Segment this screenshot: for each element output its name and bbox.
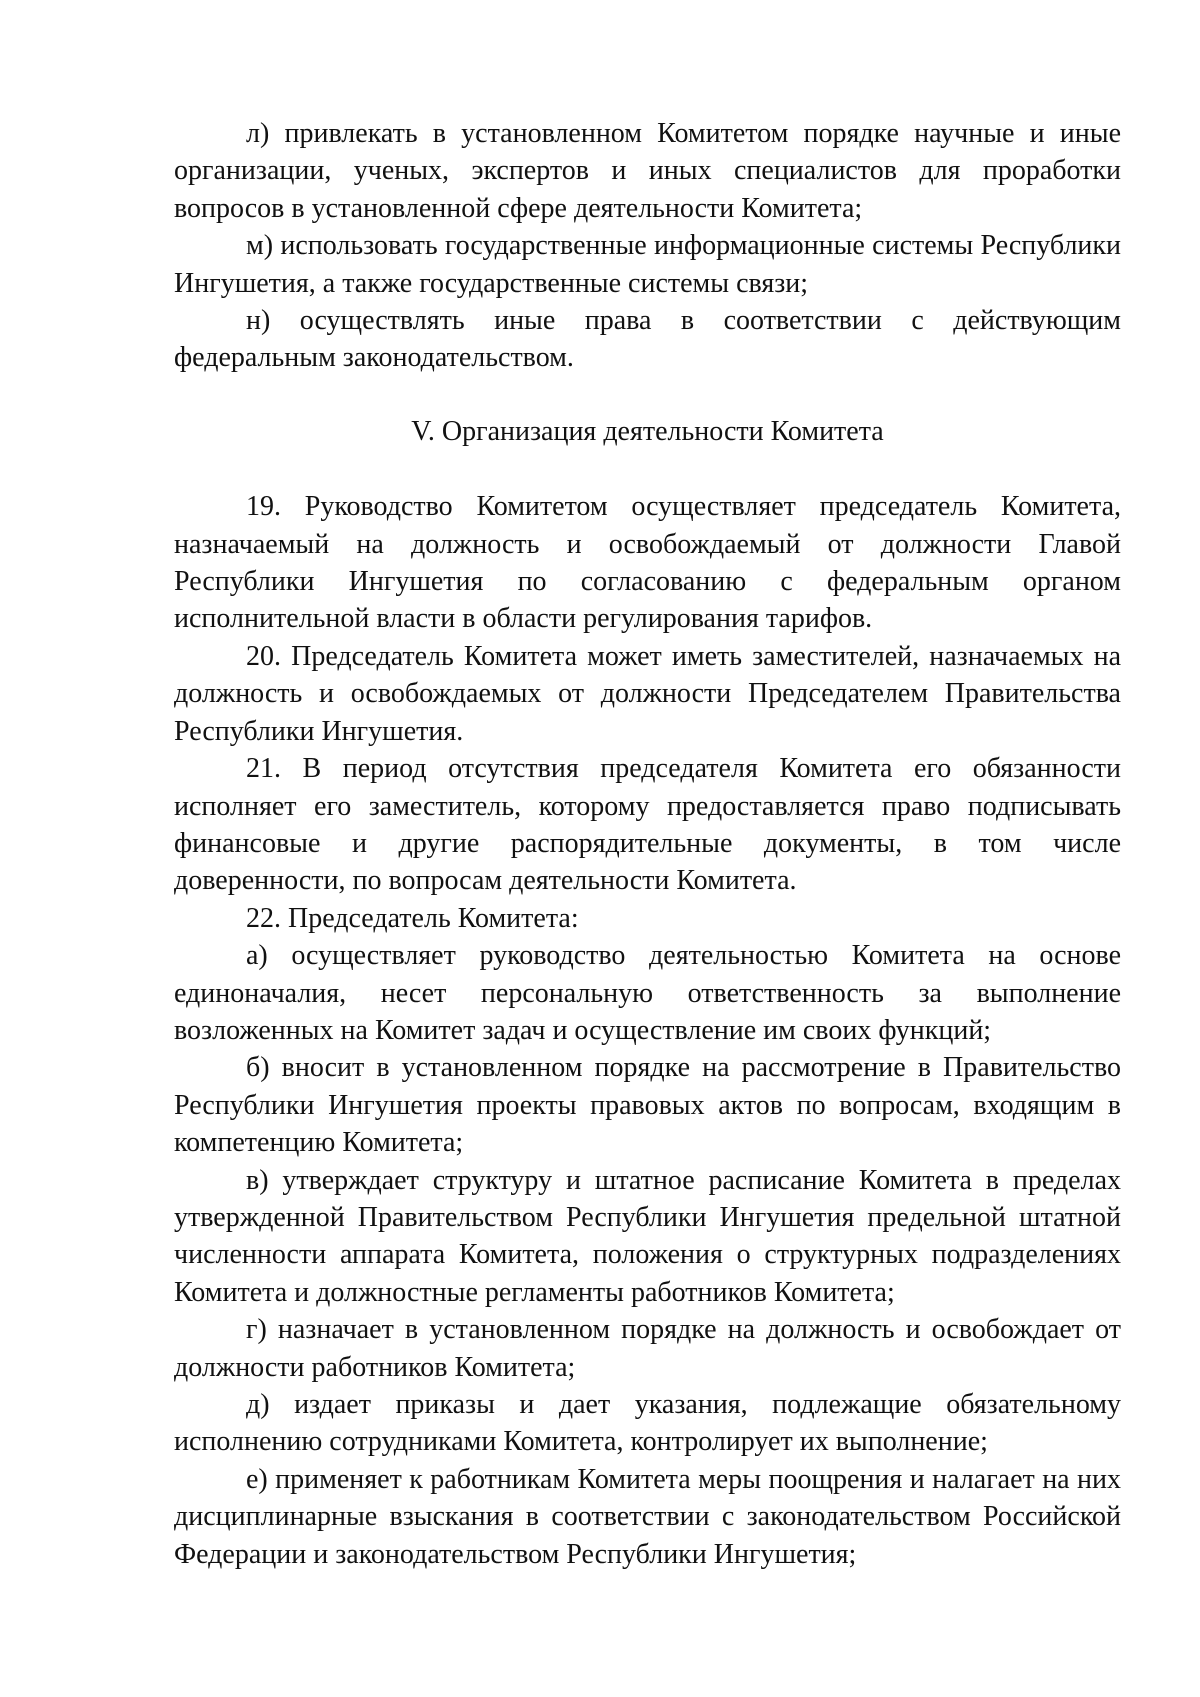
paragraph-22-e: е) применяет к работникам Комитета меры поощрения и налагает на них дисциплинарные взыскания в соответствии с законодательством Российской Федерации и законодательством Республики Ингушетия;	[174, 1463, 1121, 1570]
paragraph-22-v: в) утверждает структуру и штатное расписание Комитета в пределах утвержденной Правительством Республики Ингушетия предельной штатной численности аппарата Комитета, положения о структурных подразделениях Комитета и должностные регламенты работников Комитета;	[174, 1164, 1121, 1308]
paragraph-l: л) привлекать в установленном Комитетом порядке научные и иные организации, ученых, экспертов и иных специалистов для проработки вопросов в установленной сфере деятельности Комитета;	[174, 118, 1121, 224]
section-heading: V. Организация деятельности Комитета	[411, 415, 884, 447]
paragraph-22-a: а) осуществляет руководство деятельностью Комитета на основе единоначалия, несет персональную ответственность за выполнение возложенных на Комитет задач и осуществление им своих функций;	[174, 940, 1121, 1046]
paragraph-22-g: г) назначает в установленном порядке на должность и освобождает от должности работников Комитета;	[174, 1314, 1121, 1383]
document-page	[174, 115, 1121, 1573]
paragraph-m: м) использовать государственные информационные системы Республики Ингушетия, а также государственные системы связи;	[174, 230, 1121, 299]
paragraph-21: 21. В период отсутствия председателя Комитета его обязанности исполняет его заместитель, которому предоставляется право подписывать финансовые и другие распорядительные документы, в том числе доверенности, по вопросам деятельности Комитета.	[174, 753, 1121, 897]
paragraph-20: 20. Председатель Комитета может иметь заместителей, назначаемых на должность и освобождаемых от должности Председателем Правительства Республики Ингушетия.	[174, 640, 1121, 747]
paragraph-19: 19. Руководство Комитетом осуществляет председатель Комитета, назначаемый на должность и освобождаемый от должности Главой Республики Ингушетия по согласованию с федеральным органом исполнительной власти в области регулирования тарифов.	[174, 491, 1121, 635]
paragraph-22-b: б) вносит в установленном порядке на рассмотрение в Правительство Республики Ингушетия проекты правовых актов по вопросам, входящим в компетенцию Комитета;	[174, 1052, 1121, 1159]
paragraph-n: н) осуществлять иные права в соответствии с действующим федеральным законодательством.	[174, 305, 1121, 374]
paragraph-22-d: д) издает приказы и дает указания, подлежащие обязательному исполнению сотрудниками Комитета, контролирует их выполнение;	[174, 1389, 1121, 1458]
paragraph-22: 22. Председатель Комитета:	[246, 902, 579, 934]
